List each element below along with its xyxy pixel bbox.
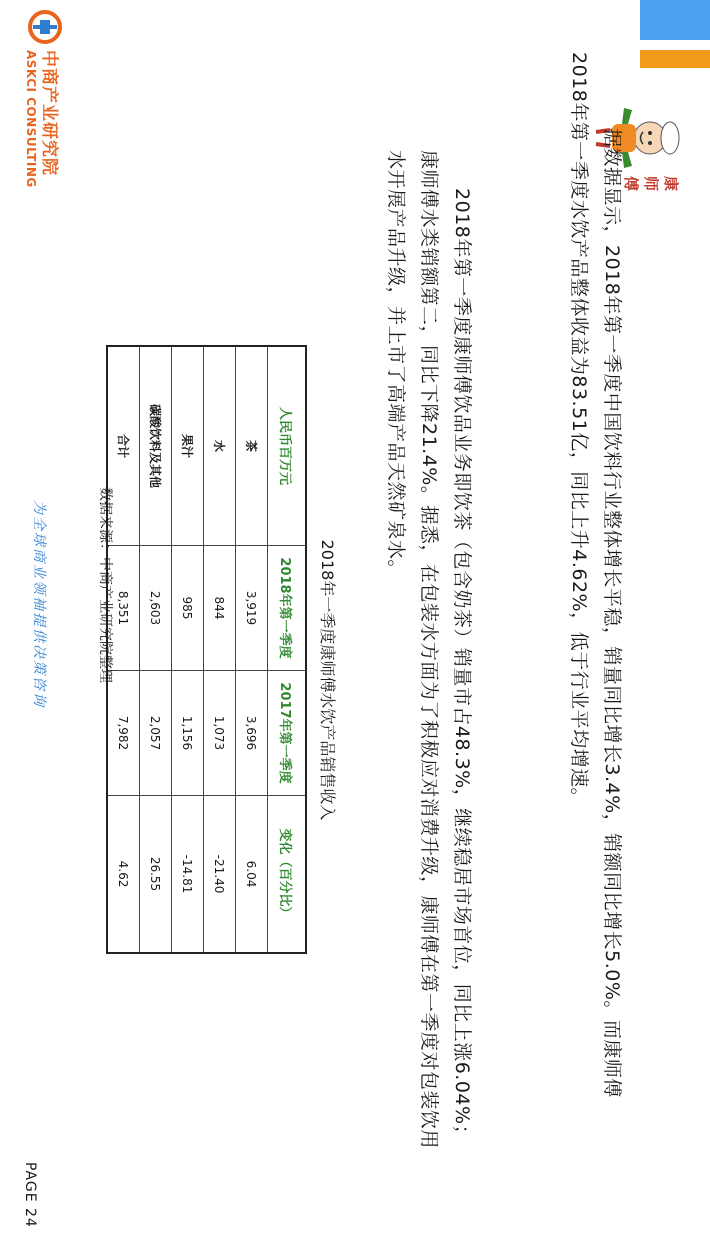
header-2017q1: 2017年第一季度	[268, 671, 307, 796]
data-source: 数据来源：中商产业研究院整理	[97, 487, 113, 683]
cell-2017q1: 2,057	[140, 671, 172, 796]
paragraph-2: 2018年第一季度康师傅饮品业务即饮茶（包含奶茶）销量市占48.3%，继续稳居市场首位，同比上涨6.04%；康师傅水类销额第二，同比下降21.4%。据悉，在包装水方面为了积极应对消费升级，康师傅在第一季度对包装饮用水开展产品升级，并上市了高端产品天然矿泉水。	[385, 150, 473, 1149]
table-row	[204, 346, 236, 953]
table-header-row	[268, 346, 307, 953]
header-unit: 人民币百万元	[268, 346, 307, 546]
cell-change: 4.62	[107, 796, 140, 954]
row-label: 水	[204, 346, 236, 546]
cell-2017q1: 7,982	[107, 671, 140, 796]
cell-change: -14.81	[172, 796, 204, 954]
row-label: 合计	[107, 346, 140, 546]
row-label: 果汁	[172, 346, 204, 546]
cell-change: 26.55	[140, 796, 172, 954]
header-2018q1: 2018年第一季度	[268, 546, 307, 671]
svg-text:傅: 傅	[622, 176, 640, 192]
cell-2017q1: 1,073	[204, 671, 236, 796]
sales-table	[106, 345, 307, 954]
cell-2018q1: 3,919	[236, 546, 268, 671]
header-change: 变化（百分比）	[268, 796, 307, 954]
table-row	[140, 346, 172, 953]
cell-2017q1: 1,156	[172, 671, 204, 796]
page-number: PAGE 24	[22, 1162, 38, 1228]
corner-orange-block	[640, 50, 710, 68]
askci-logo	[4, 6, 70, 206]
table-row	[172, 346, 204, 953]
row-label: 碳酸饮料及其他	[140, 346, 172, 546]
corner-blue-block	[640, 0, 710, 40]
footer-slogan: 为全球商业领袖提供决策咨询	[31, 500, 47, 708]
cell-change: -21.40	[204, 796, 236, 954]
paragraph-1: 据数据显示，2018年第一季度中国饮料行业整体增长平稳，销量同比增长3.4%，销额同比增长5.0%。而康师傅2018年第一季度水饮产品整体收益为83.51亿，同比上升4.62%，低于行业平均增速。	[568, 52, 623, 1098]
svg-text:康: 康	[662, 176, 680, 192]
cell-2018q1: 8,351	[107, 546, 140, 671]
svg-text:师: 师	[642, 176, 660, 192]
cell-2017q1: 3,696	[236, 671, 268, 796]
cell-2018q1: 985	[172, 546, 204, 671]
row-label: 茶	[236, 346, 268, 546]
askci-logo-icon	[28, 10, 62, 44]
cell-2018q1: 2,603	[140, 546, 172, 671]
logo-cn-text: 中商产业研究院	[39, 50, 59, 176]
cell-2018q1: 844	[204, 546, 236, 671]
table-title: 2018年一季度康师傅水饮产品销售收入	[318, 539, 337, 821]
logo-en-text: ASKCI CONSULTING	[24, 50, 38, 188]
cell-change: 6.04	[236, 796, 268, 954]
table-row	[236, 346, 268, 953]
